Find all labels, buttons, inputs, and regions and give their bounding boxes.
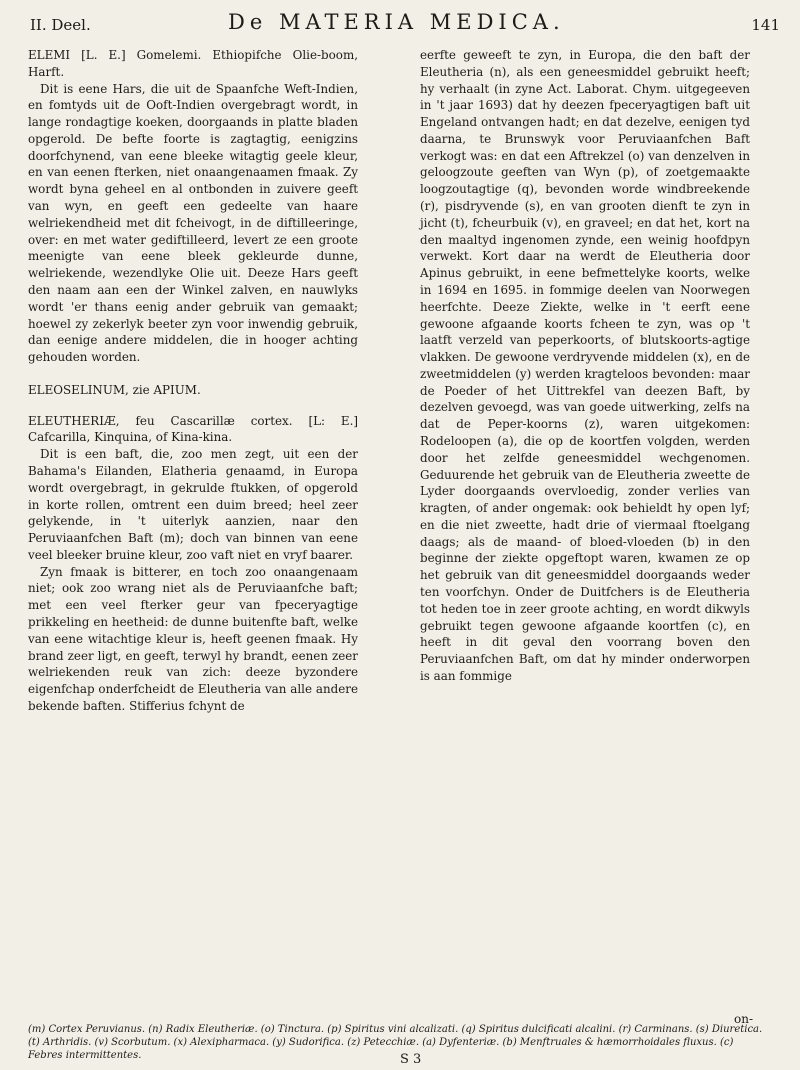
running-title: De MATERIA MEDICA. (228, 10, 565, 34)
page-number: 141 (751, 16, 780, 34)
signature-mark: S 3 (400, 1052, 422, 1067)
entry-eleoselinum: ELEOSELINUM, zie APIUM. (28, 382, 201, 397)
entry-eleutheriae-text-1: Dit is een baft, die, zoo men zegt, uit een der Bahama's Eilanden, Elatheria genaamd, in Europa wordt overgebragt, in gekrulde ftukken, of opgerold in korte rollen, omtrent een duim breed; heel zeer gelykende, in 't uiterlyk aanzien, naar den Peruviaanfchen Baft (m); doch van binnen van eene veel bleeker bruine kleur, zoo vaft niet en vryf baarer. (28, 447, 358, 562)
right-column-text: eerfte geweeft te zyn, in Europa, die den baft der Eleutheria (n), als een geneesmiddel gebruikt heeft; hy verhaalt (in zyne Act. Laborat. Chym. uitgegeeven in 't jaar 1693) dat hy deezen fpeceryagtigen baft uit Engeland ontvangen hadt; en dat dezelve, eenigen tyd daarna, te Brunswyk voor Peruviaanfchen Baft verkogt was: en dat een Aftrekzel (o) van denzelven in geloogzoute geeften van Wyn (p), of zoetgemaakte loogzoutagtige (q), bevonden worde windbreekende (r), pisdryvende (s), en van grooten dienft te zyn in jicht (t), fcheurbuik (v), en graveel; en dat het, kort na den maaltyd ingenomen zynde, een weinig hoofdpyn verwekt. Kort daar na werdt de Eleutheria door Apinus gebruikt, in eene befmettelyke koorts, welke in 1694 en 1695. in fommige deelen van Noorwegen heerfchte. Deeze Ziekte, welke in 't eerft eene gewoone afgaande koorts fcheen te zyn, was op 't laatft verzeld van peperkoorts, of blutskoorts-agtige vlakken. De gewoone verdryvende middelen (x), en de zweetmiddelen (y) werden kragteloos bevonden: maar de Poeder of het Uittrekfel van deezen Baft, by dezelven gevoegd, was van goede uitwerking, zelfs na dat de Peper-koorns (z), waren uitgekomen: Rodeloopen (a), die op de koortfen volgden, werden door het zelfde geneesmiddel wechgenomen. Geduurende het gebruik van de Eleutheria zweette de Lyder doorgaands overvloedig, zonder verlies van kragten, of ander ongemak: ook behieldt hy open lyf; en die niet zweette, hadt drie of viermaal ftoelgang daags; als de maand- of bloed-vloeden (b) in den beginne der ziekte opgeftopt waren, kwamen ze op het gebruik van dit geneesmiddel doorgaands weder ten voorfchyn. Onder de Duitfchers is de Eleutheria tot heden toe in zeer groote achting, en wordt dikwyls gebruikt tegen gewoone afgaande koortfen (c), en heeft in dit geval den voorrang boven den Peruviaanfchen Baft, om dat hy minder onderworpen is aan fommige (420, 48, 750, 683)
footnotes: (m) Cortex Peruvianus. (n) Radix Eleutheriæ. (o) Tinctura. (p) Spiritus vini alcalizati. (q) Spiritus dulcificati alcalini. (r) Carminans. (s) Diuretica. (t) Arthridis. (v) Scorbutum. (x) Alexipharmaca. (y) Sudorifica. (z) Petecchiæ. (a) Dyfenteriæ. (b) Menftruales & hæmorrhoidales fluxus. (c) Febres intermittentes. (28, 1024, 763, 1061)
left-column (28, 47, 358, 715)
right-column (420, 47, 750, 685)
catchword: on- (734, 1012, 754, 1026)
entry-elemi-text: Dit is eene Hars, die uit de Spaanfche Weft-Indien, en fomtyds uit de Ooft-Indien overgebragt wordt, in lange rondagtige koeken, doorgaands in platte bladen opgerold. De befte foorte is zagtagtig, eenigzins doorfchynend, van eene bleeke witagtig geele kleur, en van eenen fterken, niet onaangenaamen fmaak. Zy wordt byna geheel en al ontbonden in zuivere geeft van wyn, en geeft een gedeelte van haare welriekendheid met dit fcheivogt, in de diftilleeringe, over: en met water gediftilleerd, levert ze een groote meenigte van eene bleek gekleurde dunne, welriekende, wezendlyke Olie uit. Deeze Hars geeft den naam aan een der Winkel zalven, en nauwlyks wordt 'er thans eenig ander gebruik van gemaakt; hoewel zy zekerlyk beeter zyn voor inwendig gebruik, dan eenige andere middelen, die in hooger achting gehouden worden. (28, 81, 358, 365)
running-header (30, 10, 780, 40)
entry-eleutheriae-heading: ELEUTHERIÆ, feu Cascarillæ cortex. [L: E.] Cafcarilla, Kinquina, of Kina-kina. (28, 413, 358, 445)
part-label: II. Deel. (30, 16, 91, 34)
entry-eleutheriae-text-2: Zyn fmaak is bitterer, en toch zoo onaangenaam niet; ook zoo wrang niet als de Peruviaanfche baft; met een veel fterker geur van fpeceryagtige prikkeling en heetheid: de dunne buitenfte baft, welke van eene witachtige kleur is, heeft geenen fmaak. Hy brand zeer ligt, en geeft, terwyl hy brandt, eenen zeer welriekenden reuk van zich: deeze byzondere eigenfchap onderfcheidt de Eleutheria van alle andere bekende baften. Stifferius fchynt de (28, 564, 358, 713)
entry-elemi-heading: ELEMI [L. E.] Gomelemi. Ethiopifche Olie-boom, Harft. (28, 48, 358, 79)
